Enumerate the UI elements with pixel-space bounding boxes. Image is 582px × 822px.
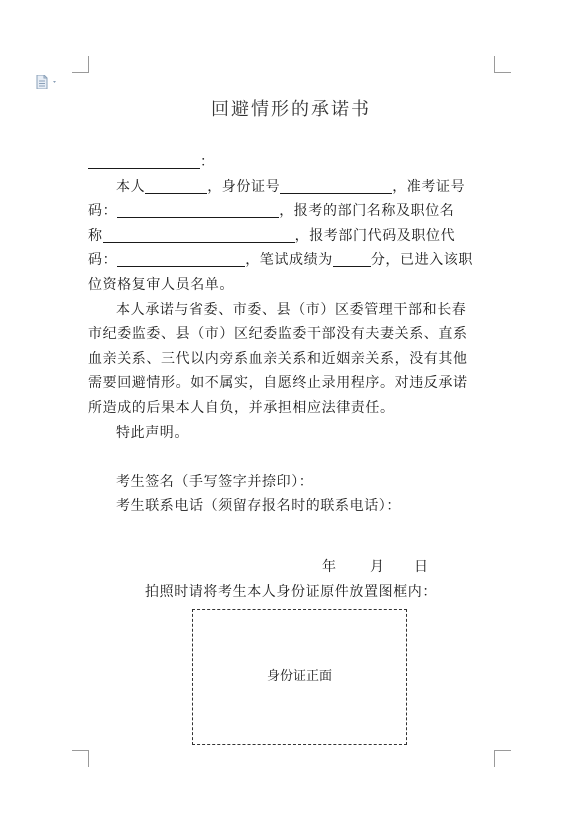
page-title: 回避情形的承诺书	[211, 99, 371, 120]
para1-line4: 码： ，笔试成绩为 分，已进入该职	[88, 252, 474, 269]
id-card-frame	[192, 609, 407, 745]
date-line	[322, 556, 428, 576]
para1-line2: 码： ，报考的部门名称及职位名	[88, 203, 455, 220]
para2-line1: 本人承诺与省委、市委、县（市）区委管理干部和长春	[116, 301, 467, 318]
para1-line5: 位资格复审人员名单。	[88, 276, 234, 293]
document-options-icon[interactable]	[36, 75, 60, 89]
phone-line: 考生联系电话（须留存报名时的联系电话）：	[116, 498, 401, 515]
para2-line2: 市纪委监委、县（市）区纪委监委干部没有夫妻关系、直系	[88, 326, 468, 343]
recipient-blank[interactable]	[88, 153, 200, 169]
exam-number-blank[interactable]	[117, 202, 279, 218]
para1-line3: 称 ，报考部门代码及职位代	[88, 227, 456, 244]
photo-instruction: 拍照时请将考生本人身份证原件放置图框内：	[145, 584, 437, 600]
date-day: 日	[414, 559, 428, 575]
crop-mark-bottom-right	[494, 750, 511, 767]
name-blank[interactable]	[145, 178, 207, 194]
para2-line4: 需要回避情形。如不属实，自愿终止录用程序。对违反承诺	[88, 375, 468, 392]
spacer	[88, 445, 492, 470]
document-body	[88, 150, 492, 519]
crop-mark-top-left	[72, 56, 89, 73]
date-year: 年	[322, 559, 336, 575]
para2-line5: 所造成的后果本人自负，并承担相应法律责任。	[88, 399, 395, 416]
salutation-line: ：	[88, 150, 492, 175]
department-code-blank[interactable]	[117, 251, 245, 267]
score-blank[interactable]	[333, 251, 371, 267]
id-number-blank[interactable]	[280, 178, 392, 194]
para2-line3: 血亲关系、三代以内旁系血亲关系和近姻亲关系，没有其他	[88, 350, 468, 367]
para1-line1: 本人 ，身份证号 ，准考证号	[116, 178, 466, 195]
date-month: 月	[370, 559, 384, 575]
crop-mark-top-right	[494, 56, 511, 73]
declaration: 特此声明。	[116, 424, 189, 441]
id-card-front-label: 身份证正面	[266, 669, 332, 684]
department-name-blank[interactable]	[103, 227, 295, 243]
crop-mark-bottom-left	[72, 750, 89, 767]
signature-line: 考生签名（手写签字并捺印）：	[116, 473, 314, 490]
